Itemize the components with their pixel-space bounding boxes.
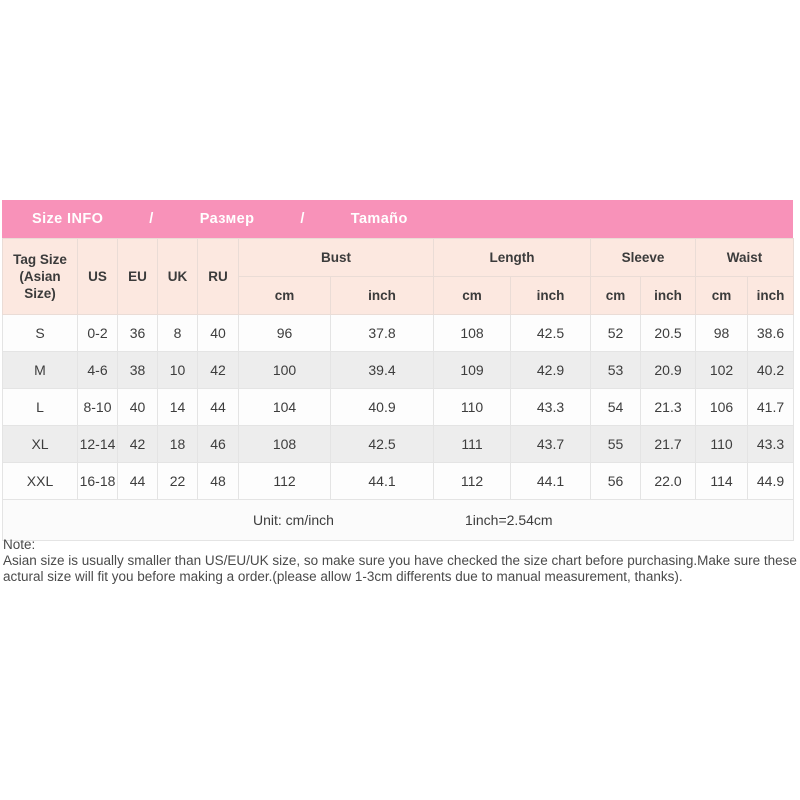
- unit-header-sleeve-inch: inch: [641, 277, 696, 315]
- waist-cm-cell: 114: [696, 463, 748, 500]
- waist-cm-cell: 110: [696, 426, 748, 463]
- sleeve-inch-cell: 21.7: [641, 426, 696, 463]
- note-body: Asian size is usually smaller than US/EU/UK size, so make sure you have checked the size chart before purchasing.Make sure these actural size will fit you before making a order.(please allow 1-3cm differents due to manual measurement, thanks).: [3, 553, 797, 584]
- bust-inch-cell: 42.5: [331, 426, 434, 463]
- size-label-russian: Размер: [199, 211, 255, 227]
- unit-header-length-inch: inch: [511, 277, 591, 315]
- bust-inch-cell: 37.8: [331, 315, 434, 352]
- tag-size-header-line2: (Asian Size): [19, 269, 61, 301]
- waist-inch-cell: 44.9: [748, 463, 794, 500]
- uk-cell: 10: [158, 352, 198, 389]
- length-cm-cell: 109: [434, 352, 511, 389]
- sleeve-cm-cell: 53: [591, 352, 641, 389]
- unit-header-length-cm: cm: [434, 277, 511, 315]
- us-cell: 0-2: [78, 315, 118, 352]
- unit-header-bust-cm: cm: [239, 277, 331, 315]
- sleeve-cm-cell: 56: [591, 463, 641, 500]
- ru-cell: 44: [198, 389, 239, 426]
- us-cell: 4-6: [78, 352, 118, 389]
- waist-cm-cell: 98: [696, 315, 748, 352]
- slash-separator: /: [149, 211, 154, 227]
- waist-inch-cell: 40.2: [748, 352, 794, 389]
- col-header-uk: UK: [158, 239, 198, 315]
- bust-cm-cell: 100: [239, 352, 331, 389]
- sleeve-cm-cell: 52: [591, 315, 641, 352]
- sleeve-inch-cell: 22.0: [641, 463, 696, 500]
- waist-cm-cell: 102: [696, 352, 748, 389]
- eu-cell: 40: [118, 389, 158, 426]
- eu-cell: 36: [118, 315, 158, 352]
- waist-cm-cell: 106: [696, 389, 748, 426]
- col-header-ru: RU: [198, 239, 239, 315]
- length-cm-cell: 112: [434, 463, 511, 500]
- sleeve-inch-cell: 21.3: [641, 389, 696, 426]
- bust-cm-cell: 96: [239, 315, 331, 352]
- ru-cell: 46: [198, 426, 239, 463]
- sleeve-inch-cell: 20.5: [641, 315, 696, 352]
- sleeve-cm-cell: 55: [591, 426, 641, 463]
- note-heading: Note:: [3, 537, 36, 552]
- tag-size-header: [3, 239, 78, 315]
- ru-cell: 40: [198, 315, 239, 352]
- uk-cell: 14: [158, 389, 198, 426]
- length-inch-cell: 43.3: [511, 389, 591, 426]
- size-label-spanish: Tamaño: [350, 211, 408, 227]
- waist-inch-cell: 38.6: [748, 315, 794, 352]
- size-label-cell: L: [3, 389, 78, 426]
- size-label-cell: S: [3, 315, 78, 352]
- ru-cell: 48: [198, 463, 239, 500]
- length-cm-cell: 108: [434, 315, 511, 352]
- size-row-s: [3, 315, 794, 352]
- size-note: [3, 537, 797, 585]
- us-cell: 16-18: [78, 463, 118, 500]
- eu-cell: 44: [118, 463, 158, 500]
- col-header-us: US: [78, 239, 118, 315]
- size-label-cell: XL: [3, 426, 78, 463]
- us-cell: 8-10: [78, 389, 118, 426]
- eu-cell: 42: [118, 426, 158, 463]
- unit-header-waist-inch: inch: [748, 277, 794, 315]
- length-inch-cell: 43.7: [511, 426, 591, 463]
- bust-cm-cell: 104: [239, 389, 331, 426]
- col-header-eu: EU: [118, 239, 158, 315]
- sleeve-inch-cell: 20.9: [641, 352, 696, 389]
- length-inch-cell: 42.5: [511, 315, 591, 352]
- size-row-l: [3, 389, 794, 426]
- slash-separator: /: [300, 211, 305, 227]
- uk-cell: 18: [158, 426, 198, 463]
- unit-footer-cell: [3, 500, 794, 541]
- bust-cm-cell: 108: [239, 426, 331, 463]
- size-label-cell: M: [3, 352, 78, 389]
- bust-inch-cell: 40.9: [331, 389, 434, 426]
- size-info-title-bar: [2, 200, 793, 238]
- size-table: [2, 238, 794, 541]
- inch-conversion-note: 1inch=2.54cm: [465, 512, 553, 528]
- unit-header-sleeve-cm: cm: [591, 277, 641, 315]
- uk-cell: 8: [158, 315, 198, 352]
- group-header-waist: Waist: [696, 239, 794, 277]
- sleeve-cm-cell: 54: [591, 389, 641, 426]
- group-header-bust: Bust: [239, 239, 434, 277]
- eu-cell: 38: [118, 352, 158, 389]
- length-cm-cell: 110: [434, 389, 511, 426]
- waist-inch-cell: 41.7: [748, 389, 794, 426]
- bust-inch-cell: 44.1: [331, 463, 434, 500]
- size-info-label: Size INFO: [32, 211, 104, 227]
- unit-note: Unit: cm/inch: [253, 512, 334, 528]
- group-header-sleeve: Sleeve: [591, 239, 696, 277]
- bust-cm-cell: 112: [239, 463, 331, 500]
- length-inch-cell: 42.9: [511, 352, 591, 389]
- size-label-cell: XXL: [3, 463, 78, 500]
- length-inch-cell: 44.1: [511, 463, 591, 500]
- unit-header-bust-inch: inch: [331, 277, 434, 315]
- us-cell: 12-14: [78, 426, 118, 463]
- size-row-m: [3, 352, 794, 389]
- size-chart-sheet: [2, 200, 793, 541]
- size-row-xl: [3, 426, 794, 463]
- waist-inch-cell: 43.3: [748, 426, 794, 463]
- unit-header-waist-cm: cm: [696, 277, 748, 315]
- ru-cell: 42: [198, 352, 239, 389]
- bust-inch-cell: 39.4: [331, 352, 434, 389]
- unit-footer-row: [3, 500, 794, 541]
- tag-size-header-line1: Tag Size: [13, 252, 67, 267]
- length-cm-cell: 111: [434, 426, 511, 463]
- size-row-xxl: [3, 463, 794, 500]
- group-header-length: Length: [434, 239, 591, 277]
- uk-cell: 22: [158, 463, 198, 500]
